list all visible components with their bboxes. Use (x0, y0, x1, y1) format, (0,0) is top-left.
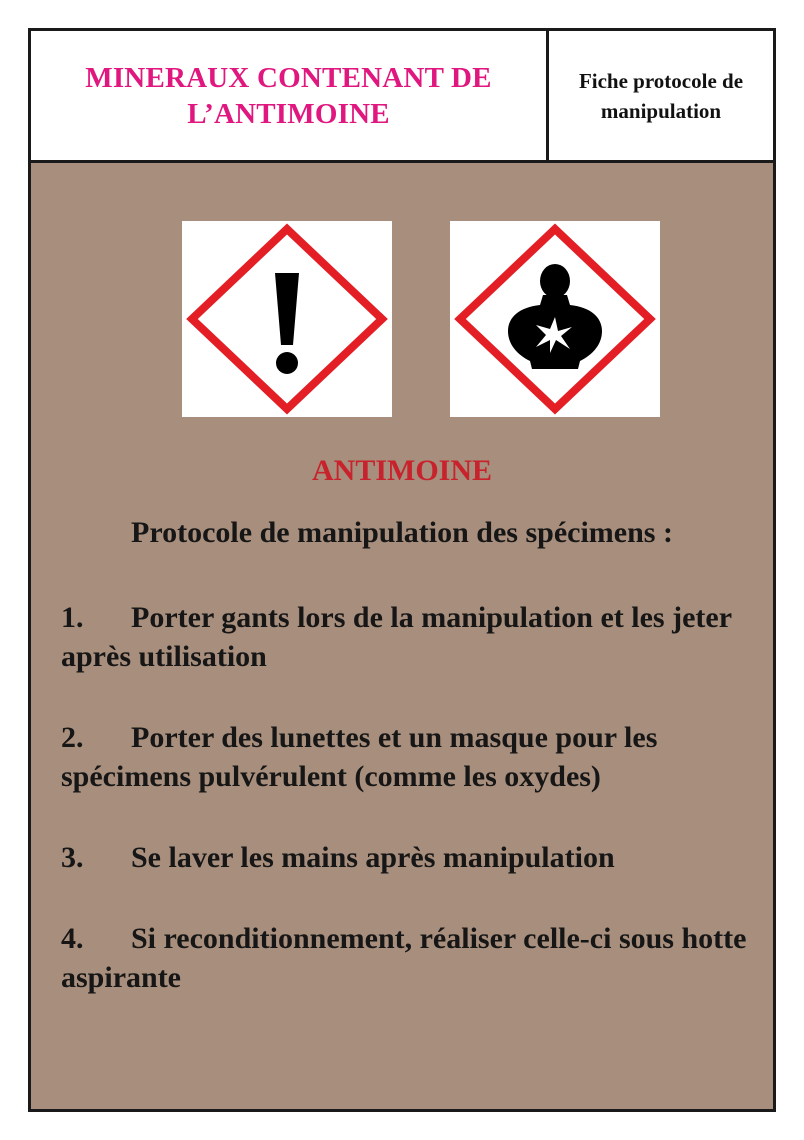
protocol-step (61, 598, 751, 676)
step-number: 1. (61, 601, 84, 634)
sheet-type-label (549, 31, 773, 160)
protocol-step (61, 718, 751, 796)
sheet-title-line-1: MINERAUX CONTENANT DE (85, 61, 492, 94)
sheet-title (31, 31, 549, 160)
step-text: Si reconditionnement, réaliser celle-ci sous hotte aspirante (61, 922, 747, 994)
step-number: 4. (61, 922, 84, 955)
step-number: 2. (61, 721, 84, 754)
step-text: Se laver les mains après manipulation (131, 841, 615, 874)
protocol-title: Protocole de manipulation des spécimens : (131, 516, 673, 549)
protocol-step (61, 838, 751, 877)
protocol-step (61, 919, 751, 997)
exclamation-mark-icon (182, 221, 392, 417)
health-hazard-icon (450, 221, 660, 417)
step-text: Porter des lunettes et un masque pour les spécimens pulvérulent (comme les oxydes) (61, 721, 658, 793)
sheet-type-line-2: manipulation (600, 98, 722, 123)
sheet-body (31, 163, 773, 1109)
sheet-title-line-2: L’ANTIMOINE (187, 97, 390, 130)
step-number: 3. (61, 841, 84, 874)
step-text: Porter gants lors de la manipulation et les jeter après utilisation (61, 601, 732, 673)
safety-sheet (28, 28, 776, 1112)
protocol-steps (61, 598, 751, 1039)
sheet-header (31, 31, 773, 163)
sheet-type-line-1: Fiche protocole de (578, 68, 744, 93)
substance-name: ANTIMOINE (311, 454, 492, 487)
